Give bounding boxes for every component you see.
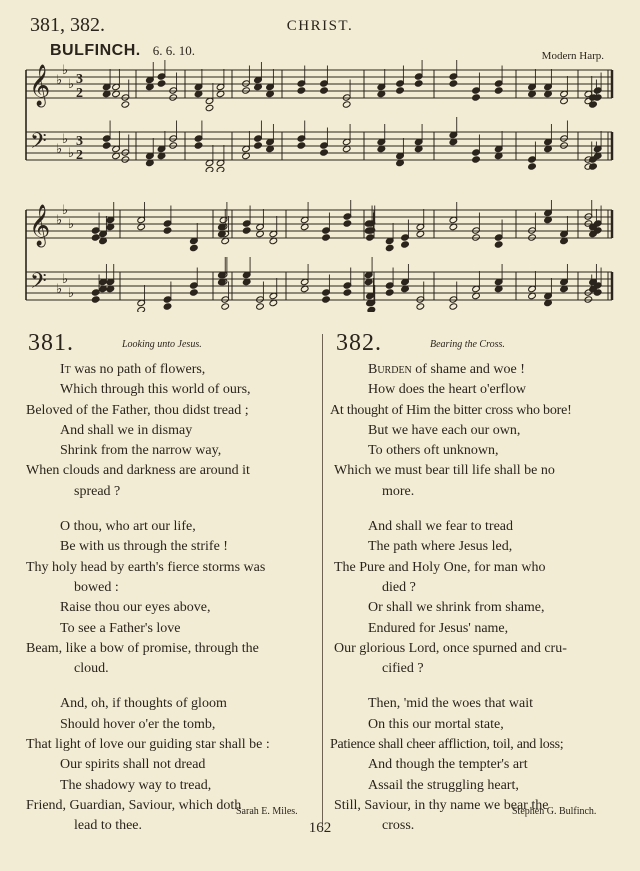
note-head	[254, 142, 263, 149]
verse-line: And shall we fear to tread	[368, 519, 513, 535]
note-head	[414, 80, 423, 87]
verse-line: To others oft unknown,	[368, 443, 499, 459]
verse-line-continuation: cross.	[382, 818, 415, 834]
note-head	[297, 142, 306, 149]
flat-icon: ♭	[68, 216, 75, 231]
flat-icon: ♭	[68, 76, 75, 91]
note-head	[102, 142, 111, 149]
flat-icon: ♭	[62, 131, 69, 146]
running-head: CHRIST.	[286, 18, 354, 34]
verse-line: At thought of Him the bitter cross who bore!	[330, 402, 572, 418]
flat-icon: ♭	[68, 145, 75, 160]
verse-line: The path where Jesus led,	[368, 539, 513, 555]
note-head	[205, 166, 214, 172]
note-head	[242, 227, 251, 234]
verse-line: That light of love our guiding star shall be :	[26, 737, 270, 753]
note-head	[190, 244, 199, 251]
column-divider	[322, 334, 323, 826]
note-head	[322, 296, 331, 303]
verse-line: Beloved of the Father, thou didst tread ;	[26, 402, 249, 418]
verse-line: Shrink from the narrow way,	[60, 443, 222, 459]
flat-icon: ♭	[56, 281, 63, 296]
verse-line: Or shall we shrink from shame,	[368, 600, 545, 616]
flat-icon: ♭	[62, 271, 69, 286]
note-head	[494, 241, 503, 248]
verse-line-continuation: cloud.	[74, 661, 109, 677]
note-head	[472, 94, 481, 101]
time-signature-icon: 3	[76, 72, 83, 87]
time-signature-icon: 2	[76, 86, 83, 101]
note-head	[320, 87, 329, 94]
initial-word: It	[60, 362, 71, 377]
note-head	[343, 289, 352, 296]
verse-line: The shadowy way to tread,	[60, 777, 212, 793]
note-head	[216, 166, 225, 172]
stanza-1	[22, 360, 322, 502]
hymn-number: 381.	[28, 330, 74, 356]
note-head	[121, 101, 130, 108]
verse-line-continuation: lead to thee.	[74, 818, 143, 834]
treble-clef-icon: 𝄞	[29, 205, 51, 246]
note-head	[205, 104, 214, 111]
note-head	[366, 234, 375, 241]
note-head	[396, 87, 405, 94]
verse-line-continuation: more.	[382, 483, 415, 499]
music-score-system-2	[20, 200, 620, 312]
flat-icon: ♭	[56, 212, 63, 227]
verse-line: Which through this world of ours,	[60, 382, 251, 398]
note-head	[91, 234, 100, 241]
note-head	[91, 296, 100, 303]
hymn-number: 382.	[336, 330, 382, 356]
bass-clef-icon: 𝄢	[30, 129, 47, 159]
verse-line: Be with us through the strife !	[60, 539, 228, 555]
note-head	[385, 244, 394, 251]
page-number: 162	[308, 820, 332, 836]
note-head	[416, 303, 425, 310]
flat-icon: ♭	[56, 141, 63, 156]
note-head	[367, 306, 376, 312]
flat-icon: ♭	[56, 72, 63, 87]
music-staff-svg	[20, 60, 620, 172]
note-head	[221, 303, 230, 310]
author-credit: Sarah E. Miles.	[236, 806, 298, 817]
tune-meter: 6. 6. 10.	[152, 43, 195, 58]
verse-line: Raise thou our eyes above,	[60, 600, 211, 616]
verse-line: Then, 'mid the woes that wait	[368, 696, 534, 712]
page-header	[0, 14, 640, 38]
note-head	[342, 101, 351, 108]
author-credit: Stephen G. Bulfinch.	[512, 806, 597, 817]
treble-clef-icon: 𝄞	[29, 65, 51, 106]
music-score-system-1	[20, 60, 620, 172]
note-head	[163, 303, 172, 310]
flat-icon: ♭	[68, 285, 75, 300]
initial-word: Burden	[368, 362, 412, 377]
tune-line	[50, 42, 610, 62]
music-staff-svg	[20, 200, 620, 312]
verse-text: was no path of flowers,	[70, 362, 206, 377]
stanza-2	[22, 517, 322, 679]
verse-line-continuation: bowed :	[74, 579, 119, 595]
note-head	[256, 303, 265, 310]
time-signature-icon: 2	[76, 148, 83, 163]
note-head	[385, 289, 394, 296]
verse-line: Still, Saviour, in thy name we bear the	[334, 797, 549, 813]
hymn-title: Looking unto Jesus.	[122, 339, 202, 350]
verse-line: And shall we in dismay	[60, 422, 193, 438]
verse-line: Our spirits shall not dread	[60, 757, 206, 773]
verse-line: How does the heart o'erflow	[368, 382, 527, 398]
hymn-title: Bearing the Cross.	[430, 339, 505, 350]
note-head	[449, 303, 458, 310]
hymn-heading	[330, 330, 630, 360]
stanza-1	[330, 360, 630, 502]
verse-line: Should hover o'er the tomb,	[60, 716, 216, 732]
note-head	[528, 163, 537, 170]
note-head	[494, 87, 503, 94]
verse-line: Beam, like a bow of promise, through the	[26, 640, 259, 656]
verse-line: And though the tempter's art	[368, 757, 528, 773]
verse-line	[330, 360, 630, 380]
verse-line: Patience shall cheer affliction, toil, and loss;	[330, 737, 564, 753]
verse-line: Friend, Guardian, Saviour, which doth	[26, 797, 242, 813]
note-head	[190, 289, 199, 296]
verse-line: O thou, who art our life,	[60, 519, 196, 535]
stanza-2	[330, 517, 630, 679]
verse-line	[22, 360, 322, 380]
note-head	[320, 149, 329, 156]
verse-line: Thy holy head by earth's fierce storms was	[26, 559, 266, 575]
note-head	[343, 220, 352, 227]
tune-attribution: Modern Harp.	[541, 50, 604, 62]
verse-text: of shame and woe !	[411, 362, 525, 377]
verse-line: Endured for Jesus' name,	[368, 620, 509, 636]
note-head	[322, 234, 331, 241]
bass-clef-icon: 𝄢	[30, 269, 47, 299]
verse-line-continuation: cified ?	[382, 661, 424, 677]
note-head	[297, 87, 306, 94]
tune-name: BULFINCH.	[50, 42, 141, 59]
note-head	[194, 142, 203, 149]
note-head	[157, 80, 166, 87]
note-head	[589, 101, 598, 108]
hymn-382	[330, 330, 630, 852]
verse-line: Our glorious Lord, once spurned and cru-	[334, 640, 567, 656]
note-head	[137, 306, 146, 312]
verse-line: When clouds and darkness are around it	[26, 463, 250, 479]
hymn-heading	[22, 330, 322, 360]
time-signature-icon: 3	[76, 134, 83, 149]
note-head	[449, 80, 458, 87]
note-head	[472, 156, 481, 163]
note-head	[163, 227, 172, 234]
verse-line: And, oh, if thoughts of gloom	[60, 696, 227, 712]
flat-icon: ♭	[62, 202, 69, 217]
verse-line: On this our mortal state,	[368, 716, 504, 732]
verse-line-continuation: died ?	[382, 579, 416, 595]
verse-line: Which we must bear till life shall be no	[334, 463, 555, 479]
verse-line: The Pure and Holy One, for man who	[334, 559, 546, 575]
verse-line: To see a Father's love	[60, 620, 181, 636]
verse-line: But we have each our own,	[368, 422, 521, 438]
verse-line-continuation: spread ?	[74, 483, 121, 499]
verse-line: Assail the struggling heart,	[368, 777, 519, 793]
note-head	[401, 241, 410, 248]
hymn-numbers: 381, 382.	[30, 14, 105, 36]
flat-icon: ♭	[62, 62, 69, 77]
hymn-381	[22, 330, 322, 852]
